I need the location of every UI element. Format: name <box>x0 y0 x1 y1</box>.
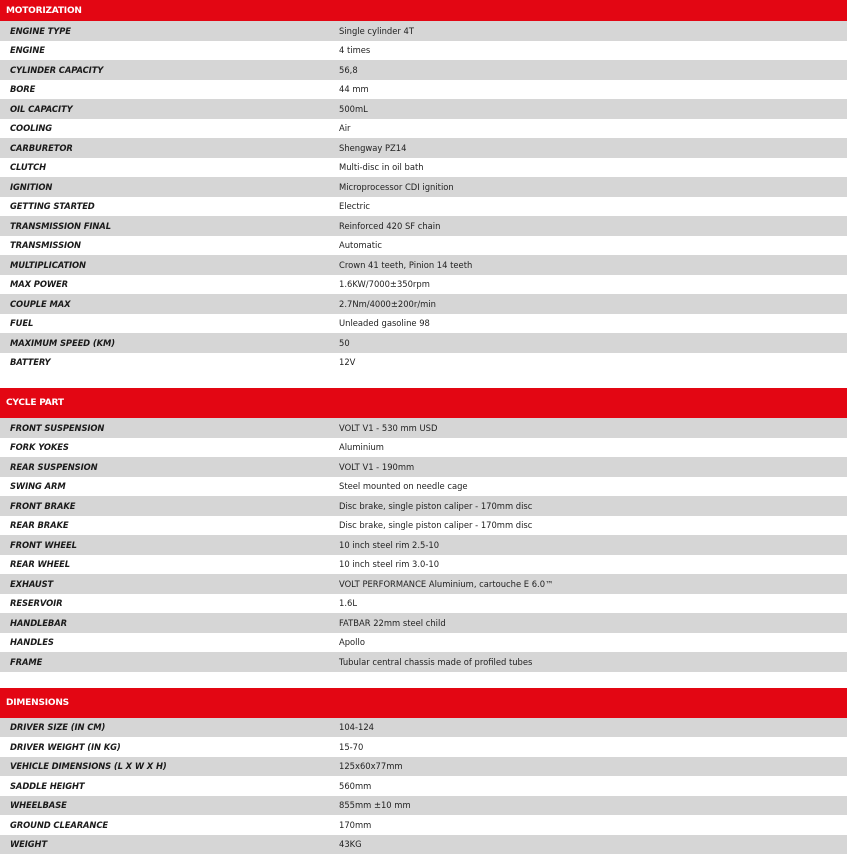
spec-row <box>0 353 847 373</box>
spec-label: GETTING STARTED <box>10 201 95 212</box>
spec-row <box>0 438 847 458</box>
spec-label: FRONT SUSPENSION <box>10 422 105 433</box>
spec-row <box>0 236 847 256</box>
spec-label: RESERVOIR <box>10 598 63 609</box>
spec-value: Steel mounted on needle cage <box>339 481 468 492</box>
spec-value: Reinforced 420 SF chain <box>339 220 441 231</box>
spec-value: FATBAR 22mm steel child <box>339 617 446 628</box>
spec-row <box>0 314 847 334</box>
spec-row <box>0 457 847 477</box>
spec-value: 4 times <box>339 45 371 56</box>
spec-value: 1.6L <box>339 598 357 609</box>
section-header: DIMENSIONS <box>0 688 847 718</box>
spec-label: DRIVER SIZE (IN CM) <box>10 722 106 733</box>
spec-row <box>0 633 847 653</box>
spec-value: 10 inch steel rim 3.0-10 <box>339 559 440 570</box>
spec-label: REAR BRAKE <box>10 520 69 531</box>
spec-row <box>0 796 847 816</box>
spec-row <box>0 119 847 139</box>
section-header: CYCLE PART <box>0 388 847 418</box>
spec-value: 15-70 <box>339 741 364 752</box>
spec-value: 56,8 <box>339 64 358 75</box>
spec-row <box>0 613 847 633</box>
spec-label: FRONT WHEEL <box>10 539 77 550</box>
spec-row <box>0 652 847 672</box>
section-header: MOTORIZATION <box>0 0 847 21</box>
spec-value: 12V <box>339 357 356 368</box>
spec-label: WHEELBASE <box>10 800 67 811</box>
spec-row <box>0 275 847 295</box>
spec-value: 2.7Nm/4000±200r/min <box>339 298 436 309</box>
spec-value: 44 mm <box>339 84 369 95</box>
spec-row <box>0 21 847 41</box>
section-rows <box>0 718 847 855</box>
spec-value: Apollo <box>339 637 365 648</box>
spec-label: MAXIMUM SPEED (KM) <box>10 337 115 348</box>
spec-value: 170mm <box>339 819 372 830</box>
spec-label: CLUTCH <box>10 162 47 173</box>
spec-row <box>0 594 847 614</box>
spec-value: 855mm ±10 mm <box>339 800 411 811</box>
spec-label: MAX POWER <box>10 279 68 290</box>
spec-row <box>0 496 847 516</box>
spec-row <box>0 516 847 536</box>
spec-value: Aluminium <box>339 442 384 453</box>
spec-row <box>0 776 847 796</box>
spec-value: 500mL <box>339 103 368 114</box>
spec-label: BORE <box>10 84 36 95</box>
spec-row <box>0 555 847 575</box>
spec-label: FRAME <box>10 656 43 667</box>
spec-label: TRANSMISSION FINAL <box>10 220 111 231</box>
spec-value: Disc brake, single piston caliper - 170mm disc <box>339 500 533 511</box>
section-motorization <box>0 0 847 372</box>
section-cycle-part <box>0 388 847 672</box>
spec-row <box>0 138 847 158</box>
spec-value: 43KG <box>339 839 362 850</box>
spec-value: VOLT V1 - 530 mm USD <box>339 422 438 433</box>
spec-label: ENGINE TYPE <box>10 25 71 36</box>
spec-row <box>0 535 847 555</box>
spec-value: 10 inch steel rim 2.5-10 <box>339 539 440 550</box>
spec-row <box>0 197 847 217</box>
spec-row <box>0 158 847 178</box>
spec-label: BATTERY <box>10 357 51 368</box>
spec-value: Unleaded gasoline 98 <box>339 318 430 329</box>
spec-row <box>0 60 847 80</box>
spec-row <box>0 99 847 119</box>
spec-label: OIL CAPACITY <box>10 103 73 114</box>
spec-row <box>0 757 847 777</box>
spec-value: 125x60x77mm <box>339 761 403 772</box>
spec-value: Automatic <box>339 240 382 251</box>
spec-value: Microprocessor CDI ignition <box>339 181 454 192</box>
spec-label: SADDLE HEIGHT <box>10 780 85 791</box>
spec-label: DRIVER WEIGHT (IN KG) <box>10 741 121 752</box>
spec-row <box>0 80 847 100</box>
section-rows <box>0 21 847 372</box>
spec-label: HANDLEBAR <box>10 617 67 628</box>
spec-row <box>0 333 847 353</box>
spec-value: 104-124 <box>339 722 374 733</box>
spec-value: 1.6KW/7000±350rpm <box>339 279 430 290</box>
spec-row <box>0 477 847 497</box>
spec-label: VEHICLE DIMENSIONS (L X W X H) <box>10 761 167 772</box>
spec-row <box>0 718 847 738</box>
spec-label: TRANSMISSION <box>10 240 81 251</box>
spec-label: SWING ARM <box>10 481 66 492</box>
spec-row <box>0 574 847 594</box>
spec-row <box>0 216 847 236</box>
spec-value: Multi-disc in oil bath <box>339 162 424 173</box>
spec-value: VOLT PERFORMANCE Aluminium, cartouche E 6.0™ <box>339 578 554 589</box>
spec-value: Disc brake, single piston caliper - 170mm disc <box>339 520 533 531</box>
spec-value: Air <box>339 123 351 134</box>
spec-label: EXHAUST <box>10 578 54 589</box>
spec-value: Shengway PZ14 <box>339 142 407 153</box>
spec-row <box>0 737 847 757</box>
section-rows <box>0 418 847 672</box>
spec-label: IGNITION <box>10 181 53 192</box>
spec-value: Single cylinder 4T <box>339 25 414 36</box>
spec-label: WEIGHT <box>10 839 48 850</box>
spec-label: FRONT BRAKE <box>10 500 76 511</box>
spec-row <box>0 815 847 835</box>
spec-label: MULTIPLICATION <box>10 259 86 270</box>
spec-label: REAR SUSPENSION <box>10 461 98 472</box>
spec-row <box>0 255 847 275</box>
spec-row <box>0 177 847 197</box>
spec-value: Electric <box>339 201 371 212</box>
section-gap <box>0 672 847 688</box>
spec-value: 560mm <box>339 780 372 791</box>
spec-label: GROUND CLEARANCE <box>10 819 109 830</box>
spec-label: COUPLE MAX <box>10 298 71 309</box>
spec-label: ENGINE <box>10 45 45 56</box>
spec-value: Tubular central chassis made of profiled tubes <box>339 656 533 667</box>
spec-label: COOLING <box>10 123 53 134</box>
spec-row <box>0 41 847 61</box>
spec-label: REAR WHEEL <box>10 559 71 570</box>
spec-row <box>0 835 847 855</box>
section-dimensions <box>0 688 847 855</box>
spec-value: VOLT V1 - 190mm <box>339 461 415 472</box>
section-gap <box>0 372 847 388</box>
spec-label: CARBURETOR <box>10 142 73 153</box>
spec-label: CYLINDER CAPACITY <box>10 64 104 75</box>
spec-label: FORK YOKES <box>10 442 69 453</box>
spec-row <box>0 294 847 314</box>
spec-value: 50 <box>339 337 350 348</box>
spec-label: HANDLES <box>10 637 54 648</box>
spec-value: Crown 41 teeth, Pinion 14 teeth <box>339 259 473 270</box>
spec-row <box>0 418 847 438</box>
spec-label: FUEL <box>10 318 34 329</box>
